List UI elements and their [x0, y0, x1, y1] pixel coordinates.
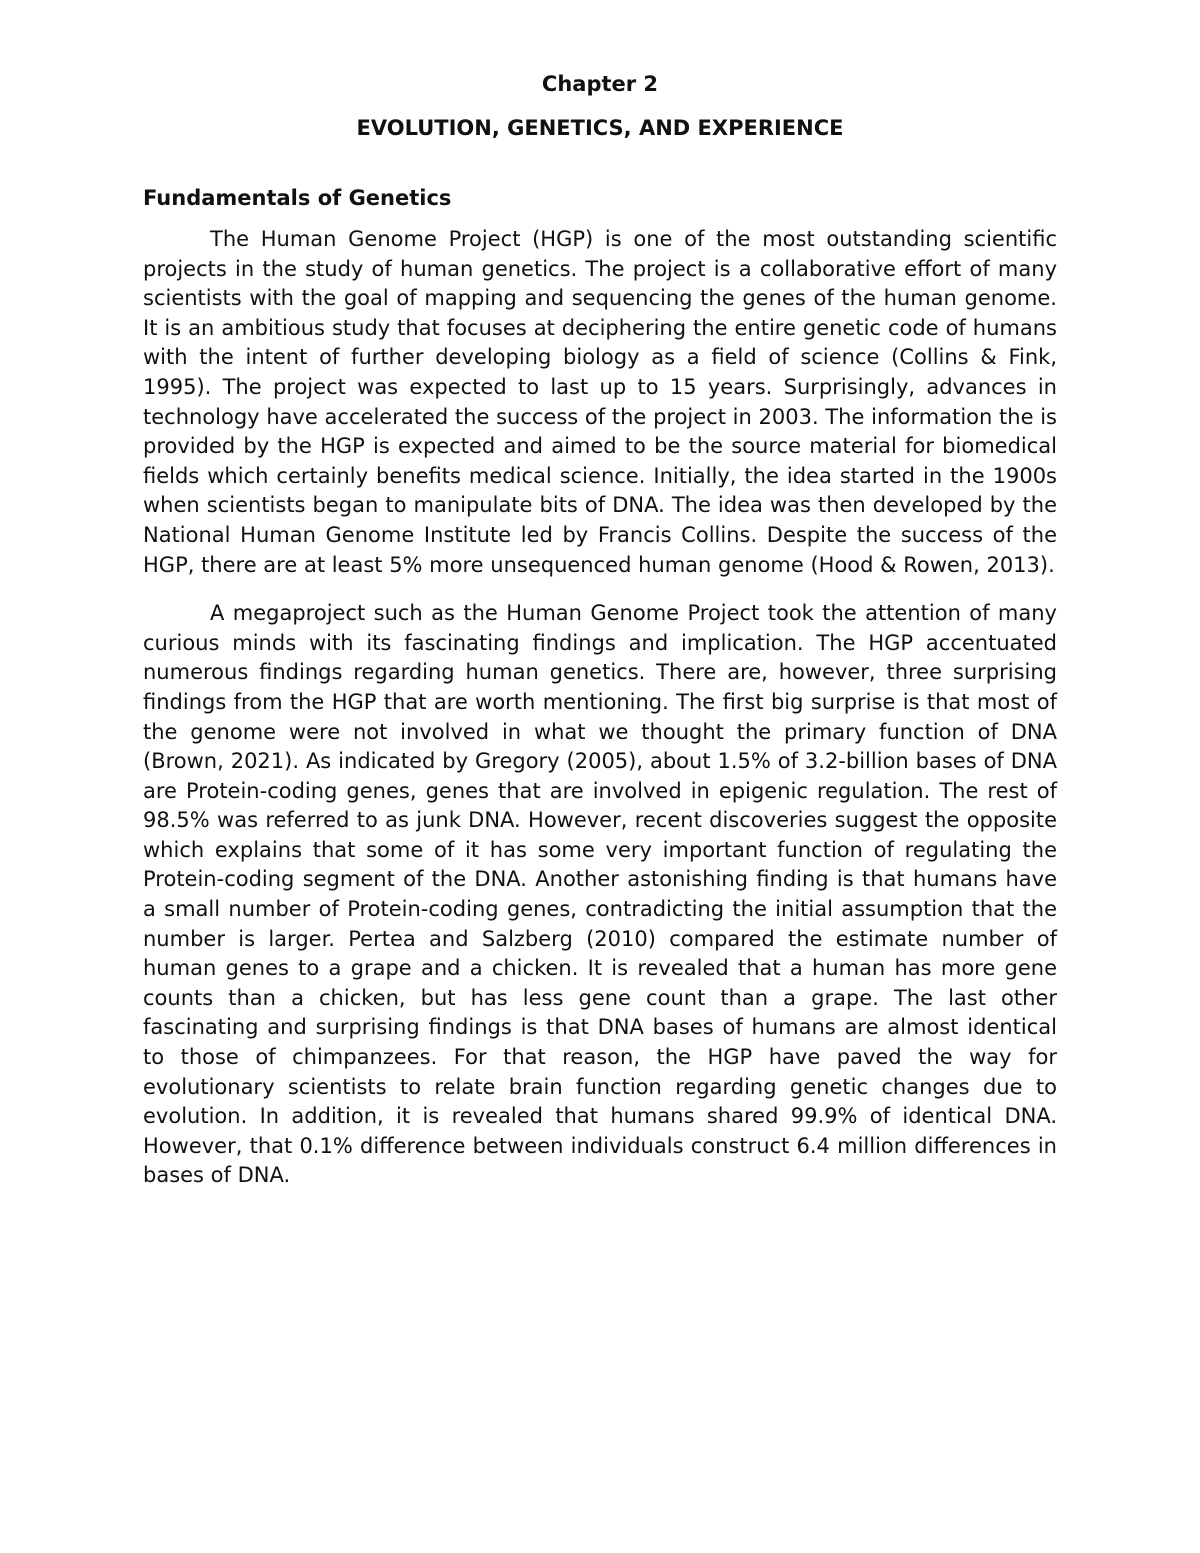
document-page: [143, 66, 1057, 1191]
section-heading: Fundamentals of Genetics: [143, 186, 452, 210]
body-paragraph-1: The Human Genome Project (HGP) is one of the most outstanding scientific projects in the study of human genetics. The project is a collaborative effort of many scientists with the goal of mapping and sequencing the genes of the human genome. It is an ambitious study that focuses at deciphering the entire genetic code of humans with the intent of further developing biology as a field of science (Collins & Fink, 1995). The project was expected to last up to 15 years. Surprisingly, advances in technology have accelerated the success of the project in 2003. The information the is provided by the HGP is expected and aimed to be the source material for biomedical fields which certainly benefits medical science. Initially, the idea started in the 1900s when scientists began to manipulate bits of DNA. The idea was then developed by the National Human Genome Institute led by Francis Collins. Despite the success of the HGP, there are at least 5% more unsequenced human genome (Hood & Rowen, 2013).: [143, 227, 1057, 577]
body-paragraph-2: A megaproject such as the Human Genome Project took the attention of many curious minds with its fascinating findings and implication. The HGP accentuated numerous findings regarding human genetics. There are, however, three surprising findings from the HGP that are worth mentioning. The first big surprise is that most of the genome were not involved in what we thought the primary function of DNA (Brown, 2021). As indicated by Gregory (2005), about 1.5% of 3.2-billion bases of DNA are Protein-coding genes, genes that are involved in epigenic regulation. The rest of 98.5% was referred to as junk DNA. However, recent discoveries suggest the opposite which explains that some of it has some very important function of regulating the Protein-coding segment of the DNA. Another astonishing finding is that humans have a small number of Protein-coding genes, contradicting the initial assumption that the number is larger. Pertea and Salzberg (2010) compared the estimate number of human genes to a grape and a chicken. It is revealed that a human has more gene counts than a chicken, but has less gene count than a grape. The last other fascinating and surprising findings is that DNA bases of humans are almost identical to those of chimpanzees. For that reason, the HGP have paved the way for evolutionary scientists to relate brain function regarding genetic changes due to evolution. In addition, it is revealed that humans shared 99.9% of identical DNA. However, that 0.1% difference between individuals construct 6.4 million differences in bases of DNA.: [143, 601, 1057, 1188]
chapter-title: EVOLUTION, GENETICS, AND EXPERIENCE: [356, 116, 844, 140]
chapter-label: Chapter 2: [541, 72, 659, 96]
